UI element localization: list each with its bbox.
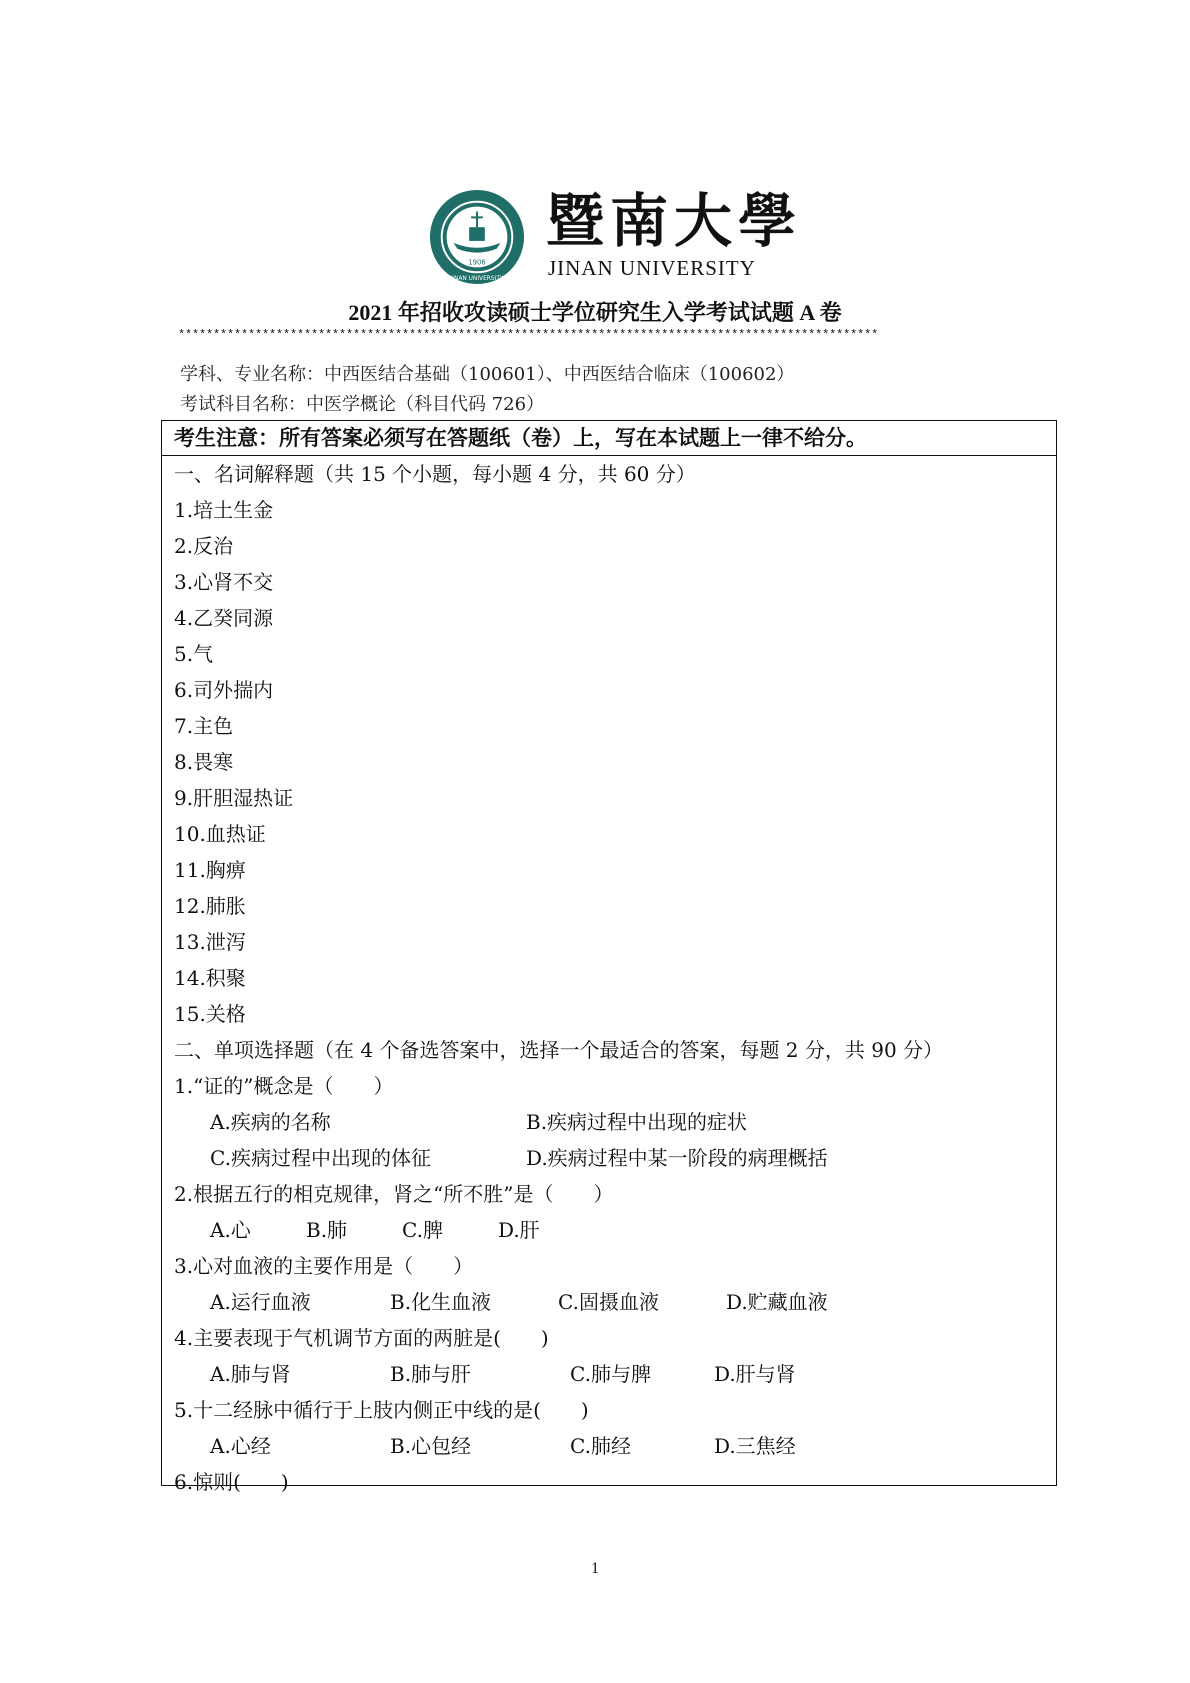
option-b: B.肺与肝 bbox=[390, 1362, 472, 1386]
term-item: 3.心肾不交 bbox=[174, 570, 274, 594]
option-row bbox=[174, 1428, 1056, 1464]
option-b: B.疾病过程中出现的症状 bbox=[526, 1110, 748, 1134]
option-d: D.肝与肾 bbox=[714, 1362, 796, 1386]
question-stem: 4.主要表现于气机调节方面的两脏是( ) bbox=[174, 1326, 549, 1350]
option-c: C.脾 bbox=[402, 1218, 443, 1242]
seal-year-text: 1906 bbox=[468, 258, 486, 267]
option-d: D.肝 bbox=[498, 1218, 540, 1242]
section-title: 二、单项选择题（在 4 个备选答案中，选择一个最适合的答案，每题 2 分，共 90 分） bbox=[174, 1038, 944, 1062]
option-a: A.肺与肾 bbox=[210, 1362, 291, 1386]
option-c: C.肺经 bbox=[570, 1434, 631, 1458]
term-item: 7.主色 bbox=[174, 714, 234, 738]
course-line: 考试科目名称：中医学概论（科目代码 726） bbox=[180, 394, 545, 415]
option-c: C.固摄血液 bbox=[558, 1290, 659, 1314]
option-d: D.疾病过程中某一阶段的病理概括 bbox=[526, 1146, 828, 1170]
term-item: 5.气 bbox=[174, 642, 214, 666]
question-stem: 2.根据五行的相克规律，肾之“所不胜”是（ ） bbox=[174, 1182, 614, 1206]
question-stem: 3.心对血液的主要作用是（ ） bbox=[174, 1254, 474, 1278]
term-item: 12.肺胀 bbox=[174, 894, 246, 918]
option-a: A.心 bbox=[210, 1218, 251, 1242]
option-c: C.肺与脾 bbox=[570, 1362, 651, 1386]
option-b: B.化生血液 bbox=[390, 1290, 492, 1314]
term-item: 8.畏寒 bbox=[174, 750, 234, 774]
option-b: B.心包经 bbox=[390, 1434, 472, 1458]
term-item: 10.血热证 bbox=[174, 822, 266, 846]
term-item: 13.泄泻 bbox=[174, 930, 246, 954]
term-item: 11.胸痹 bbox=[174, 858, 246, 882]
subject-line: 学科、专业名称：中西医结合基础（100601）、中西医结合临床（100602） bbox=[180, 364, 795, 385]
option-row bbox=[174, 1140, 1056, 1176]
option-row bbox=[174, 1104, 1056, 1140]
term-item: 6.司外揣内 bbox=[174, 678, 274, 702]
option-c: C.疾病过程中出现的体征 bbox=[210, 1146, 431, 1170]
option-b: B.肺 bbox=[306, 1218, 348, 1242]
page-number: 1 bbox=[591, 1560, 599, 1577]
option-d: D.三焦经 bbox=[714, 1434, 796, 1458]
seal-ring-text: JINAN UNIVERSITY bbox=[450, 276, 504, 283]
question-stem: 1.“证的”概念是（ ） bbox=[174, 1074, 394, 1098]
option-a: A.疾病的名称 bbox=[210, 1110, 331, 1134]
candidate-notice: 考生注意：所有答案必须写在答题纸（卷）上，写在本试题上一律不给分。 bbox=[162, 421, 1056, 456]
option-a: A.运行血液 bbox=[210, 1290, 311, 1314]
section-title: 一、名词解释题（共 15 个小题，每小题 4 分，共 60 分） bbox=[174, 462, 696, 486]
separator-line: **************************************************************************************************** bbox=[178, 328, 879, 342]
question-content bbox=[162, 456, 1056, 1500]
option-row bbox=[174, 1356, 1056, 1392]
term-item: 1.培土生金 bbox=[174, 498, 274, 522]
term-item: 4.乙癸同源 bbox=[174, 606, 274, 630]
brand-name-chinese: 暨南大學 bbox=[546, 187, 803, 255]
question-stem: 6.惊则( ) bbox=[174, 1470, 289, 1494]
university-seal-icon bbox=[428, 188, 526, 286]
term-item: 2.反治 bbox=[174, 534, 234, 558]
option-a: A.心经 bbox=[210, 1434, 271, 1458]
exam-title: 2021 年招收攻读硕士学位研究生入学考试试题 A 卷 bbox=[348, 300, 842, 325]
option-row bbox=[174, 1212, 1056, 1248]
term-item: 15.关格 bbox=[174, 1002, 246, 1026]
option-d: D.贮藏血液 bbox=[726, 1290, 828, 1314]
university-logo bbox=[428, 187, 803, 288]
question-stem: 5.十二经脉中循行于上肢内侧正中线的是( ) bbox=[174, 1398, 589, 1422]
brand-name-english: JINAN UNIVERSITY bbox=[548, 256, 756, 280]
question-box bbox=[161, 420, 1057, 1494]
term-item: 14.积聚 bbox=[174, 966, 246, 990]
term-item: 9.肝胆湿热证 bbox=[174, 786, 294, 810]
option-row bbox=[174, 1284, 1056, 1320]
